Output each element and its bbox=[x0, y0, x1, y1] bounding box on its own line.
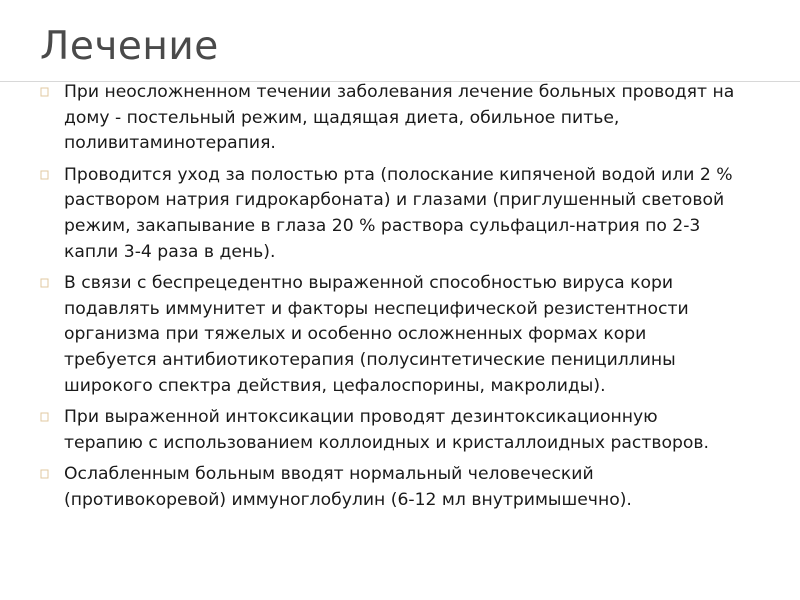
list-item bbox=[38, 271, 738, 399]
bullet-text: Ослабленным больным вводят нормальный человеческий (противокоревой) иммуноглобулин (6-12 мл внутримышечно). bbox=[64, 464, 632, 510]
bullet-square-icon bbox=[40, 86, 50, 98]
bullet-text: Проводится уход за полостью рта (полоскание кипяченой водой или 2 % раствором натрия гидрокарбоната) и глазами (приглушенный световой режим, закапывание в глаза 20 % раствора сульфацил-натрия по 2-3 капли 3-4 раза в день). bbox=[64, 164, 733, 262]
list-item bbox=[38, 462, 738, 513]
bullet-list bbox=[38, 80, 738, 520]
bullet-text: При выраженной интоксикации проводят дезинтоксикационную терапию с использованием коллоидных и кристаллоидных растворов. bbox=[64, 407, 710, 453]
bullet-square-icon bbox=[40, 277, 50, 289]
bottom-fade-overlay bbox=[0, 515, 800, 545]
slide-title: Лечение bbox=[40, 24, 219, 69]
list-item bbox=[38, 163, 738, 265]
list-item bbox=[38, 405, 738, 456]
bullet-square-icon bbox=[40, 411, 50, 423]
bullet-text: При неосложненном течении заболевания лечение больных проводят на дому - постельный режим, щадящая диета, обильное питье, поливитаминотерапия. bbox=[64, 82, 735, 154]
bullet-text: В связи с беспрецедентно выраженной способностью вируса кори подавлять иммунитет и факторы неспецифической резистентности организма при тяжелых и особенно осложненных формах кори требуется антибиотикотерапия (полусинтетические пенициллины широкого спектра действия, цефалоспорины, макролиды). bbox=[64, 273, 689, 396]
list-item bbox=[38, 80, 738, 157]
bullet-square-icon bbox=[40, 169, 50, 181]
bullet-square-icon bbox=[40, 468, 50, 480]
